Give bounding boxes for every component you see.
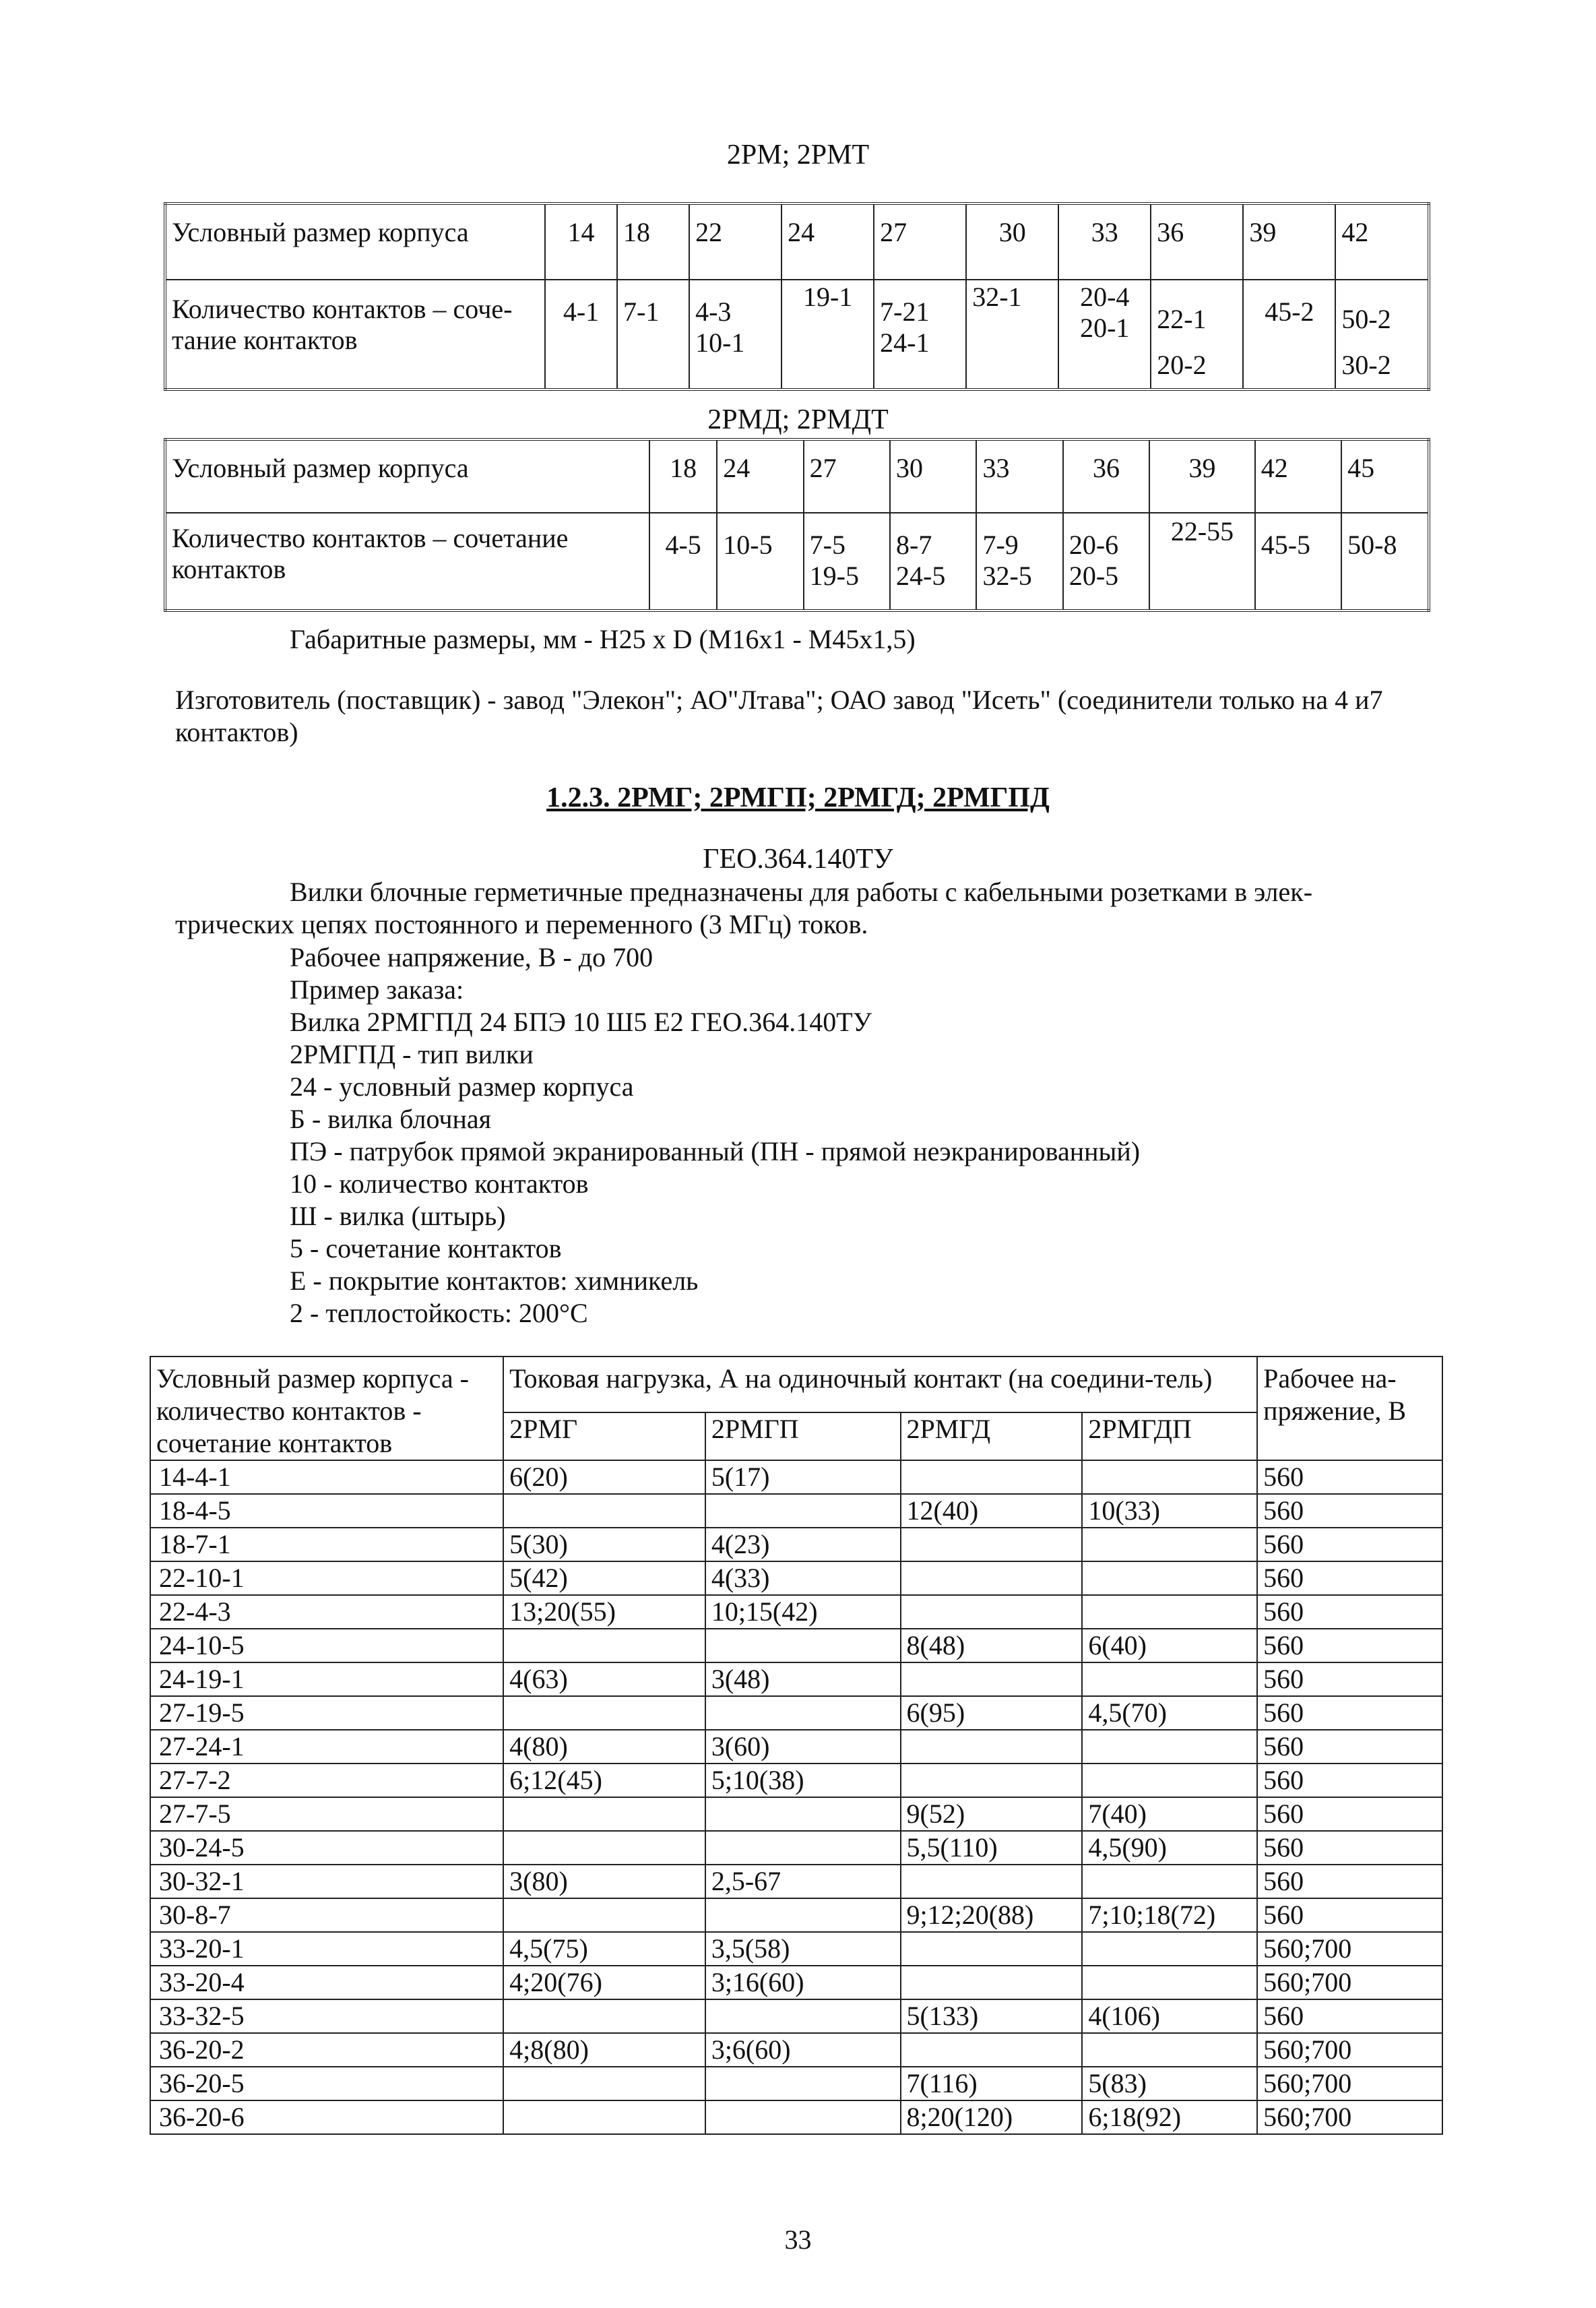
table-cell: 8;20(120) xyxy=(901,2100,1083,2134)
table2-cell: 20-6 20-5 xyxy=(1063,513,1149,611)
table-cell xyxy=(503,1797,705,1831)
table-cell: 14-4-1 xyxy=(150,1460,503,1494)
table-cell: 24-19-1 xyxy=(150,1662,503,1696)
table-row xyxy=(150,1595,1442,1629)
table2-row1-label: Условный размер корпуса xyxy=(165,439,649,513)
table-cell: 36-20-5 xyxy=(150,2067,503,2100)
table-row xyxy=(150,1528,1442,1561)
table-cell xyxy=(705,1898,901,1932)
table-cell xyxy=(705,2100,901,2134)
table2-cell: 24 xyxy=(717,439,803,513)
table-header-row xyxy=(150,1356,1442,1412)
table-cell xyxy=(1082,2033,1257,2067)
table-cell: 27-7-2 xyxy=(150,1764,503,1797)
subheader-2rmgp: 2РМГП xyxy=(705,1412,901,1460)
table-cell: 5(17) xyxy=(705,1460,901,1494)
table1-cell: 30 xyxy=(966,204,1058,280)
table1-cell: 42 xyxy=(1335,204,1429,280)
table-cell: 3;16(60) xyxy=(705,1966,901,1999)
table-cell xyxy=(1082,1865,1257,1898)
section-title: 1.2.3. 2РМГ; 2РМГП; 2РМГД; 2РМГПД xyxy=(546,782,1050,813)
table-row xyxy=(150,1831,1442,1865)
table1-cell: 18 xyxy=(617,204,689,280)
table2-cell: 39 xyxy=(1149,439,1255,513)
table-row xyxy=(150,1966,1442,1999)
list-item: 10 - количество контактов xyxy=(290,1168,589,1199)
table-body xyxy=(150,1460,1442,2134)
table-cell: 6(20) xyxy=(503,1460,705,1494)
table-cell xyxy=(1082,1966,1257,1999)
table-row xyxy=(150,1764,1442,1797)
table-cell: 3(48) xyxy=(705,1662,901,1696)
table1-cell: 50-2 30-2 xyxy=(1335,280,1429,389)
table-cell: 5(133) xyxy=(901,1999,1083,2033)
table-cell xyxy=(901,1730,1083,1764)
table-cell xyxy=(503,1629,705,1662)
table1-cell: 19-1 xyxy=(781,280,874,389)
table-cell xyxy=(1082,1460,1257,1494)
table-cell xyxy=(503,2067,705,2100)
table1-cell: 33 xyxy=(1058,204,1151,280)
list-item: 5 - сочетание контактов xyxy=(290,1233,562,1264)
list-item: 2РМГПД - тип вилки xyxy=(290,1039,534,1069)
table-cell: 27-19-5 xyxy=(150,1696,503,1730)
table-row xyxy=(150,1494,1442,1528)
table-row xyxy=(150,1898,1442,1932)
table-row xyxy=(150,1662,1442,1696)
table1-cell: 36 xyxy=(1151,204,1243,280)
table-cell: 560 xyxy=(1257,1797,1442,1831)
table-cell xyxy=(503,1999,705,2033)
table-cell xyxy=(1082,1730,1257,1764)
table-cell xyxy=(901,1528,1083,1561)
table-cell xyxy=(901,1595,1083,1629)
table-cell xyxy=(1082,1662,1257,1696)
table2-cell: 33 xyxy=(976,439,1062,513)
table-cell xyxy=(901,2033,1083,2067)
description-text: Вилки блочные герметичные предназначены для работы с кабельными розетками в элек-трических цепях постоянного и переменного (3 МГц) токов. xyxy=(175,877,1313,939)
table-cell xyxy=(1082,1561,1257,1595)
table-cell: 22-10-1 xyxy=(150,1561,503,1595)
table-cell: 560 xyxy=(1257,1696,1442,1730)
table-row xyxy=(150,2100,1442,2134)
table-row xyxy=(150,1999,1442,2033)
table2-cell: 7-9 32-5 xyxy=(976,513,1062,611)
table-cell xyxy=(1082,1932,1257,1966)
list-item: Е - покрытие контактов: химникель xyxy=(290,1266,699,1296)
table-cell: 18-4-5 xyxy=(150,1494,503,1528)
table2-cell: 18 xyxy=(649,439,717,513)
table1-row2-label: Количество контактов – соче-тание контактов xyxy=(165,280,545,389)
table2-cell: 8-7 24-5 xyxy=(890,513,976,611)
table-cell: 560 xyxy=(1257,1528,1442,1561)
list-item: 2 - теплостойкость: 200°С xyxy=(290,1298,588,1328)
table-cell: 6;12(45) xyxy=(503,1764,705,1797)
table-cell: 2,5-67 xyxy=(705,1865,901,1898)
table-cell: 33-20-4 xyxy=(150,1966,503,1999)
table-cell xyxy=(705,1696,901,1730)
heading-2rmd: 2РМД; 2РМДТ xyxy=(707,404,889,435)
header-current-load: Токовая нагрузка, А на одиночный контакт (на соедини-тель) xyxy=(503,1356,1257,1412)
table-cell: 560 xyxy=(1257,1561,1442,1595)
table-cell xyxy=(705,2067,901,2100)
table-cell: 4(23) xyxy=(705,1528,901,1561)
table1-cell: 32-1 xyxy=(966,280,1058,389)
table-cell: 560 xyxy=(1257,1460,1442,1494)
table-cell: 7(116) xyxy=(901,2067,1083,2100)
table-2rm-sizes xyxy=(164,202,1430,391)
table-cell: 22-4-3 xyxy=(150,1595,503,1629)
table-cell: 560 xyxy=(1257,1595,1442,1629)
table-cell: 7;10;18(72) xyxy=(1082,1898,1257,1932)
table-cell: 4,5(70) xyxy=(1082,1696,1257,1730)
table-cell: 36-20-6 xyxy=(150,2100,503,2134)
list-item: 24 - условный размер корпуса xyxy=(290,1071,634,1102)
table-row xyxy=(165,513,1429,611)
table-cell: 4;8(80) xyxy=(503,2033,705,2067)
table-cell: 3;6(60) xyxy=(705,2033,901,2067)
table1-row1-label: Условный размер корпуса xyxy=(165,204,545,280)
table-cell: 27-7-5 xyxy=(150,1797,503,1831)
table-cell xyxy=(1082,1764,1257,1797)
header-size-contacts: Условный размер корпуса - количество контактов - сочетание контактов xyxy=(150,1356,503,1460)
table2-cell: 50-8 xyxy=(1341,513,1429,611)
table2-cell: 45 xyxy=(1341,439,1429,513)
spec-code: ГЕО.364.140ТУ xyxy=(703,844,893,875)
table-cell: 6;18(92) xyxy=(1082,2100,1257,2134)
table-cell xyxy=(705,1999,901,2033)
table1-cell: 27 xyxy=(874,204,966,280)
table2-cell: 36 xyxy=(1063,439,1149,513)
table1-cell: 45-2 xyxy=(1243,280,1335,389)
table-cell: 13;20(55) xyxy=(503,1595,705,1629)
table-cell: 12(40) xyxy=(901,1494,1083,1528)
table1-cell: 14 xyxy=(545,204,617,280)
subheader-2rmgdp: 2РМГДП xyxy=(1082,1412,1257,1460)
table-cell: 30-32-1 xyxy=(150,1865,503,1898)
table-cell xyxy=(503,1831,705,1865)
table-row xyxy=(165,439,1429,513)
table2-row2-label: Количество контактов – сочетание контактов xyxy=(165,513,649,611)
table-cell: 560 xyxy=(1257,1730,1442,1764)
table1-cell: 7-21 24-1 xyxy=(874,280,966,389)
table-cell xyxy=(503,1696,705,1730)
table-cell xyxy=(901,1561,1083,1595)
table-cell: 6(95) xyxy=(901,1696,1083,1730)
table-current-load xyxy=(150,1356,1443,2135)
table-cell: 560 xyxy=(1257,1494,1442,1528)
list-item: Вилка 2РМГПД 24 БПЭ 10 Ш5 Е2 ГЕО.364.140ТУ xyxy=(290,1007,872,1037)
table2-cell: 4-5 xyxy=(649,513,717,611)
table-cell: 10(33) xyxy=(1082,1494,1257,1528)
table1-cell: 4-3 10-1 xyxy=(689,280,781,389)
table-cell: 30-8-7 xyxy=(150,1898,503,1932)
table-cell: 5(42) xyxy=(503,1561,705,1595)
table1-cell: 20-4 20-1 xyxy=(1058,280,1151,389)
table-cell: 9;12;20(88) xyxy=(901,1898,1083,1932)
table-cell: 560;700 xyxy=(1257,1932,1442,1966)
table1-cell: 24 xyxy=(781,204,874,280)
list-item: Пример заказа: xyxy=(290,974,464,1005)
table-cell xyxy=(503,1898,705,1932)
table2-cell: 27 xyxy=(804,439,890,513)
table-cell xyxy=(503,2100,705,2134)
table-cell xyxy=(1082,1595,1257,1629)
table-row xyxy=(165,204,1429,280)
list-item: ПЭ - патрубок прямой экранированный (ПН - прямой неэкранированный) xyxy=(290,1136,1141,1166)
table2-cell: 30 xyxy=(890,439,976,513)
table-cell xyxy=(503,1494,705,1528)
table-cell: 33-20-1 xyxy=(150,1932,503,1966)
table-cell: 560 xyxy=(1257,1865,1442,1898)
table2-cell: 42 xyxy=(1255,439,1341,513)
table-cell: 560 xyxy=(1257,1898,1442,1932)
table-cell xyxy=(901,1932,1083,1966)
table-cell: 6(40) xyxy=(1082,1629,1257,1662)
table1-cell: 22-1 20-2 xyxy=(1151,280,1243,389)
table-cell: 560 xyxy=(1257,1629,1442,1662)
table-row xyxy=(150,1696,1442,1730)
table-row xyxy=(165,280,1429,389)
page-number: 33 xyxy=(784,2224,812,2255)
table-cell: 560;700 xyxy=(1257,2033,1442,2067)
dimensions-text: Габаритные размеры, мм - Н25 х D (М16х1 - М45х1,5) xyxy=(290,624,916,654)
table-row xyxy=(150,1629,1442,1662)
table-cell: 5(83) xyxy=(1082,2067,1257,2100)
table-2rmd-sizes xyxy=(164,438,1430,612)
table-row xyxy=(150,1797,1442,1831)
table-cell: 560 xyxy=(1257,1764,1442,1797)
table-cell: 560 xyxy=(1257,1999,1442,2033)
table-cell: 4(63) xyxy=(503,1662,705,1696)
table-row xyxy=(150,1730,1442,1764)
order-example-list xyxy=(290,941,1395,1330)
list-item: Рабочее напряжение, В - до 700 xyxy=(290,942,653,972)
table-cell: 4(33) xyxy=(705,1561,901,1595)
table-cell: 36-20-2 xyxy=(150,2033,503,2067)
table2-cell: 45-5 xyxy=(1255,513,1341,611)
table1-cell: 7-1 xyxy=(617,280,689,389)
table-cell xyxy=(901,1865,1083,1898)
subheader-2rmg: 2РМГ xyxy=(503,1412,705,1460)
table-cell: 5(30) xyxy=(503,1528,705,1561)
table-cell xyxy=(901,1764,1083,1797)
heading-2rm: 2РМ; 2РМТ xyxy=(726,139,870,170)
table-cell: 4(80) xyxy=(503,1730,705,1764)
table-cell: 18-7-1 xyxy=(150,1528,503,1561)
table-cell: 24-10-5 xyxy=(150,1629,503,1662)
table-cell: 560 xyxy=(1257,1662,1442,1696)
table-cell: 5,5(110) xyxy=(901,1831,1083,1865)
table-row xyxy=(150,1932,1442,1966)
table-row xyxy=(150,2067,1442,2100)
table-cell: 9(52) xyxy=(901,1797,1083,1831)
table-cell: 560;700 xyxy=(1257,2067,1442,2100)
table-cell: 7(40) xyxy=(1082,1797,1257,1831)
table-cell xyxy=(901,1662,1083,1696)
table-cell: 8(48) xyxy=(901,1629,1083,1662)
table-cell xyxy=(901,1966,1083,1999)
table2-cell: 7-5 19-5 xyxy=(804,513,890,611)
table-cell: 10;15(42) xyxy=(705,1595,901,1629)
table-cell xyxy=(901,1460,1083,1494)
table-cell: 30-24-5 xyxy=(150,1831,503,1865)
table-cell: 27-24-1 xyxy=(150,1730,503,1764)
table-cell: 5;10(38) xyxy=(705,1764,901,1797)
table-cell: 560 xyxy=(1257,1831,1442,1865)
subheader-2rmgd: 2РМГД xyxy=(901,1412,1083,1460)
table-cell: 560;700 xyxy=(1257,1966,1442,1999)
table-cell: 3(80) xyxy=(503,1865,705,1898)
list-item: Ш - вилка (штырь) xyxy=(290,1201,506,1231)
table1-cell: 39 xyxy=(1243,204,1335,280)
table-cell xyxy=(1082,1528,1257,1561)
table-cell xyxy=(705,1629,901,1662)
table-cell: 3,5(58) xyxy=(705,1932,901,1966)
table2-cell: 22-55 xyxy=(1149,513,1255,611)
table-row xyxy=(150,1561,1442,1595)
table-cell: 4,5(90) xyxy=(1082,1831,1257,1865)
table-cell: 3(60) xyxy=(705,1730,901,1764)
table-cell: 560;700 xyxy=(1257,2100,1442,2134)
table-row xyxy=(150,2033,1442,2067)
table2-cell: 10-5 xyxy=(717,513,803,611)
table-cell: 4;20(76) xyxy=(503,1966,705,1999)
table-cell xyxy=(705,1831,901,1865)
table1-cell: 22 xyxy=(689,204,781,280)
list-item: Б - вилка блочная xyxy=(290,1104,492,1134)
table1-cell: 4-1 xyxy=(545,280,617,389)
table-cell xyxy=(705,1797,901,1831)
manufacturer-text: Изготовитель (поставщик) - завод "Элекон"; АО"Лтава"; ОАО завод "Исеть" (соединители только на 4 и7 контактов) xyxy=(175,685,1383,747)
table-cell xyxy=(705,1494,901,1528)
table-cell: 4(106) xyxy=(1082,1999,1257,2033)
table-row xyxy=(150,1460,1442,1494)
table-cell: 4,5(75) xyxy=(503,1932,705,1966)
table-cell: 33-32-5 xyxy=(150,1999,503,2033)
header-voltage: Рабочее на-пряжение, В xyxy=(1257,1356,1442,1460)
table-row xyxy=(150,1865,1442,1898)
